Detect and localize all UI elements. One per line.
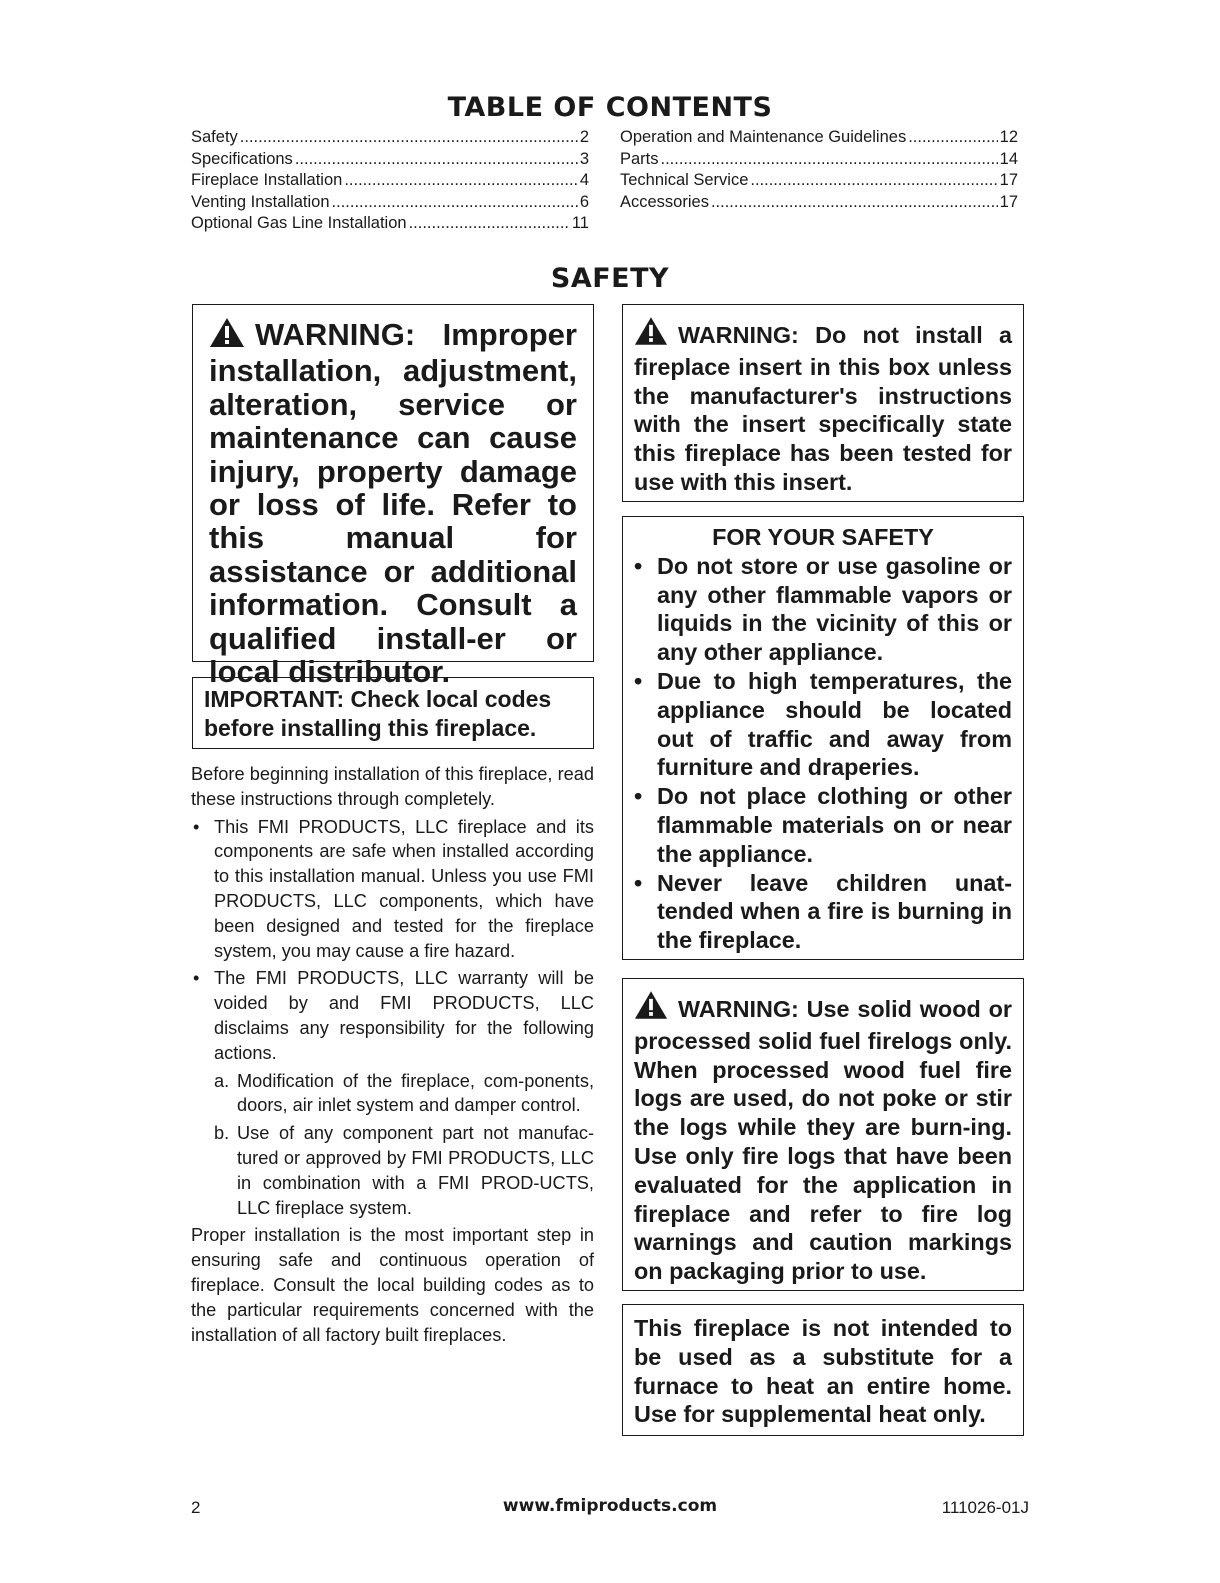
- for-your-safety-item: • Due to high temperatures, the appliance should be located out of traffic and away from furniture and draperies.: [634, 667, 1012, 782]
- for-your-safety-list: [634, 552, 1012, 955]
- toc-entry-label: Accessories: [620, 192, 709, 211]
- website-link[interactable]: www.fmiproducts.com: [502, 1496, 718, 1516]
- important-notice-text: IMPORTANT: Check local codes before installing this fireplace.: [204, 686, 552, 741]
- for-your-safety-item: • Do not store or use gasoline or any other flammable vapors or liquids in the vicinity of this or any other appliance.: [634, 552, 1012, 667]
- toc-entry[interactable]: [191, 127, 589, 149]
- toc-entry-page: 3: [579, 149, 589, 168]
- warning-installation-text: WARNING: Improper installation, adjustment, alteration, service or maintenance can cause injury, property damage or loss of life. Refer to this manual for assistance or additional information. Consult a qualified install-er or local distributor.: [209, 317, 577, 690]
- warning-solid-wood-text: WARNING: Use solid wood or processed solid fuel firelogs only. When processed wood fuel fire logs are used, do not poke or stir the logs while they are burn-ing. Use only fire logs that have been evaluated for the application in fireplace and refer to fire log warnings and caution markings on packaging prior to use.: [634, 996, 1012, 1285]
- safety-body-text: [191, 762, 594, 1347]
- toc-leader-dots: [409, 213, 570, 235]
- intro-paragraph: Before beginning installation of this fireplace, read these instructions through completely.: [191, 764, 594, 809]
- toc-entry-page: 12: [999, 128, 1018, 146]
- toc-leader-dots: [711, 192, 998, 214]
- for-your-safety-item: • Never leave children unat-tended when a fire is burning in the fireplace.: [634, 869, 1012, 955]
- warning-solid-wood-box: [622, 978, 1024, 1291]
- warranty-sub-list: [214, 1069, 594, 1221]
- toc-entry-label: Safety: [191, 128, 238, 146]
- toc-entry-page: 11: [571, 214, 589, 233]
- safety-bullet-list: [191, 815, 594, 1221]
- safety-title: SAFETY: [550, 263, 670, 294]
- warning-installation-box: [192, 304, 594, 690]
- supplemental-heat-text: This fireplace is not intended to be used as a substitute for a furnace to heat an entire home. Use for supplemental heat only.: [634, 1315, 1012, 1428]
- toc-entry[interactable]: [620, 127, 1018, 149]
- toc-entry-label: Operation and Maintenance Guidelines: [620, 128, 907, 146]
- toc-entry-page: 4: [579, 171, 589, 190]
- warning-insert-text: WARNING: Do not install a fireplace insert in this box unless the manufacturer's instructions with the insert specifically state this fireplace has been tested for use with this insert.: [634, 322, 1012, 495]
- sub-item-label: a.: [214, 1070, 230, 1091]
- toc-title: TABLE OF CONTENTS: [447, 92, 773, 123]
- toc-entry-label: Technical Service: [620, 171, 749, 190]
- toc-entry-page: 2: [579, 128, 589, 146]
- toc-leader-dots: [908, 127, 997, 149]
- toc-leader-dots: [344, 170, 577, 192]
- sub-item-label: b.: [214, 1123, 230, 1144]
- toc-entry-label: Optional Gas Line Installation: [191, 214, 407, 233]
- toc-entry[interactable]: [620, 170, 1018, 192]
- warranty-sub-item: [214, 1069, 594, 1119]
- safety-bullet-text: The FMI PRODUCTS, LLC warranty will be voided by and FMI PRODUCTS, LLC disclaims any responsibility for the following actions.: [214, 968, 594, 1063]
- warning-triangle-icon: [634, 316, 668, 353]
- toc-entry-label: Specifications: [191, 149, 293, 168]
- toc-leader-dots: [661, 149, 998, 171]
- toc-entry[interactable]: [191, 149, 589, 171]
- closing-paragraph: Proper installation is the most important step in ensuring safe and continuous operation of fireplace. Consult the local building codes as to the particular requirements concerned with the installation of all factory built fireplaces.: [191, 1225, 594, 1345]
- important-notice-box: [192, 677, 594, 749]
- toc-leader-dots: [332, 192, 578, 214]
- document-number: 111026-01J: [941, 1498, 1029, 1517]
- toc-leader-dots: [750, 170, 997, 192]
- toc-left-column: [191, 127, 589, 235]
- toc-entry[interactable]: [191, 192, 589, 214]
- toc-entry-page: 17: [999, 171, 1018, 190]
- page-number: 2: [191, 1498, 201, 1517]
- for-your-safety-title: FOR YOUR SAFETY: [712, 524, 934, 550]
- warranty-sub-item: [214, 1121, 594, 1220]
- safety-bullet: • This FMI PRODUCTS, LLC fireplace and its components are safe when installed according to this installation manual. Unless you use FMI PRODUCTS, LLC components, which have been designed and tested for the fireplace system, you may cause a fire hazard.: [191, 815, 594, 964]
- for-your-safety-box: [622, 516, 1024, 960]
- toc-entry-label: Fireplace Installation: [191, 171, 343, 190]
- toc-right-column: [620, 127, 1018, 213]
- toc-entry[interactable]: [620, 192, 1018, 214]
- for-your-safety-item: • Do not place clothing or other flammable materials on or near the appliance.: [634, 782, 1012, 868]
- toc-entry[interactable]: [191, 170, 589, 192]
- warning-triangle-icon: [634, 990, 668, 1027]
- safety-bullet: [191, 966, 594, 1220]
- toc-leader-dots: [240, 127, 578, 149]
- toc-entry-label: Venting Installation: [191, 192, 330, 211]
- toc-entry-page: 6: [579, 192, 589, 211]
- toc-entry-page: 17: [999, 192, 1018, 211]
- toc-entry[interactable]: [191, 213, 589, 235]
- toc-leader-dots: [295, 149, 578, 171]
- warning-triangle-icon: [209, 317, 245, 354]
- toc-entry-page: 14: [999, 149, 1018, 168]
- warning-insert-box: [622, 304, 1024, 502]
- supplemental-heat-box: [622, 1304, 1024, 1436]
- toc-entry[interactable]: [620, 149, 1018, 171]
- sub-item-text: Modification of the fireplace, com-ponents, doors, air inlet system and damper control.: [237, 1070, 594, 1116]
- sub-item-text: Use of any component part not manufac-tured or approved by FMI PRODUCTS, LLC in combination with a FMI PROD-UCTS, LLC fireplace system.: [237, 1123, 594, 1218]
- toc-entry-label: Parts: [620, 149, 659, 168]
